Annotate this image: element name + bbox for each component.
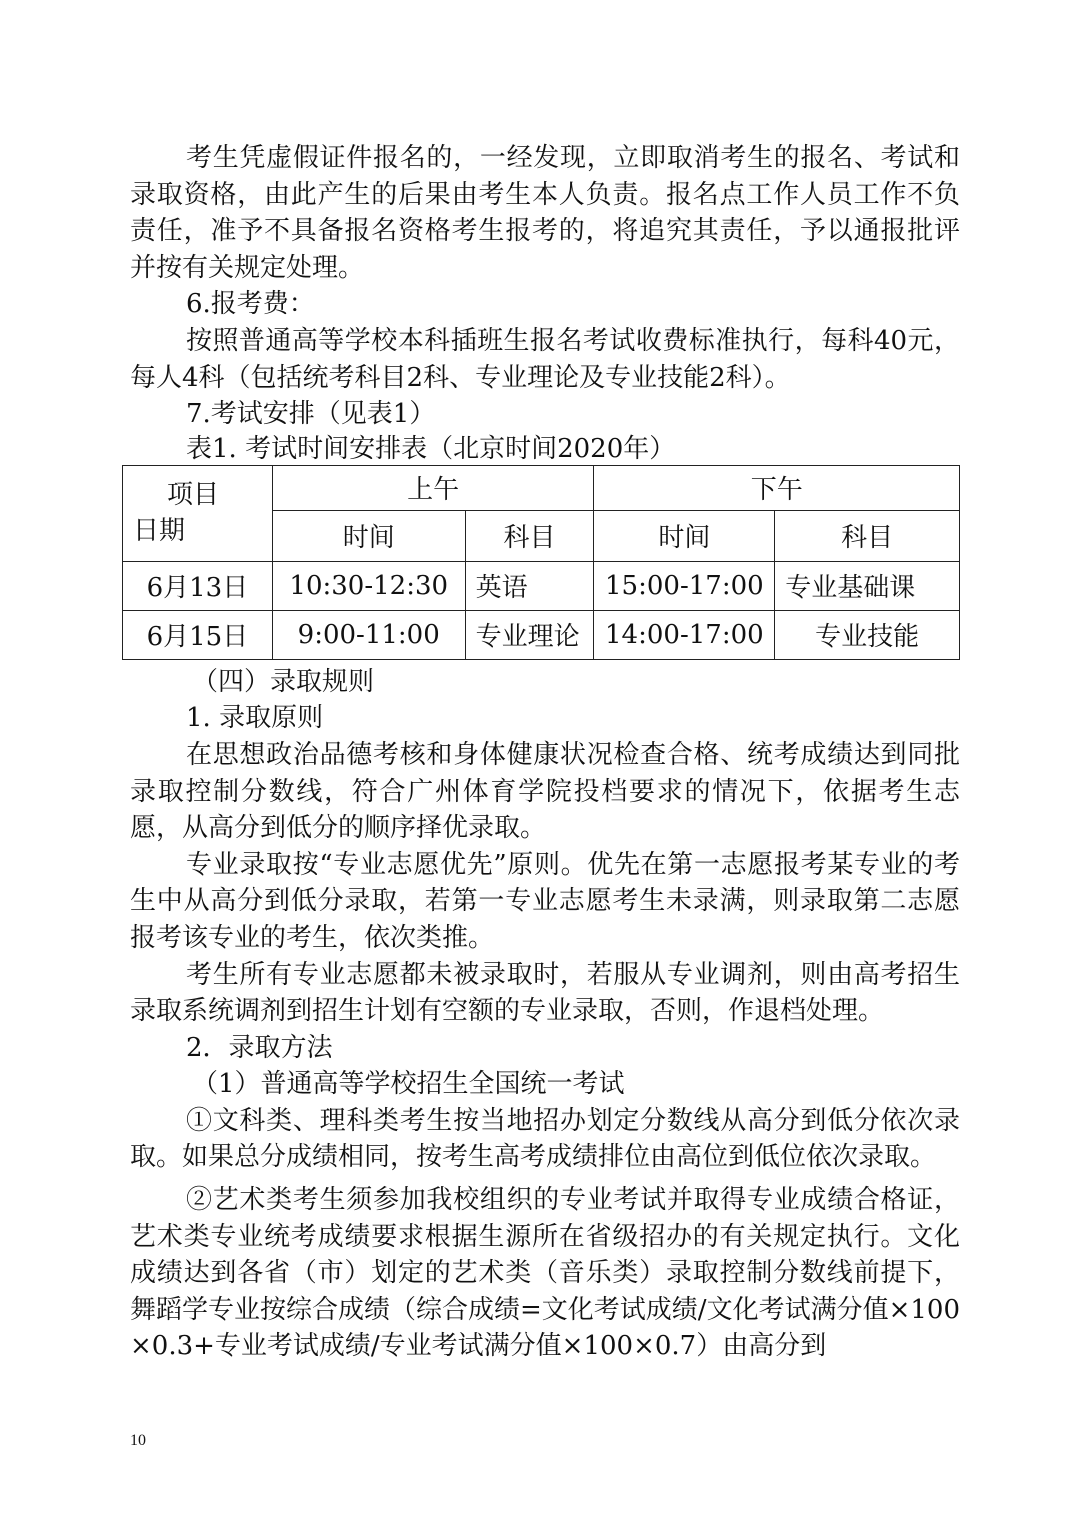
table-row [123,610,960,659]
row-pm-subject: 专业技能 [775,610,960,659]
paragraph-false-certificate: 考生凭虚假证件报名的，一经发现，立即取消考生的报名、考试和录取资格，由此产生的后果由考生本人负责。报名点工作人员工作不负责任，准予不具备报名资格考生报考的，将追究其责任，予以通报批评并按有关规定处理。 [130,143,960,283]
row-pm-subject: 专业基础课 [775,561,960,610]
afternoon-header: 下午 [594,465,960,510]
afternoon-subject-header: 科目 [775,510,960,561]
paragraph-admission-principle: 在思想政治品德考核和身体健康状况检查合格、统考成绩达到同批录取控制分数线，符合广州体育学院投档要求的情况下，依据考生志愿，从高分到低分的顺序择优录取。 [130,739,960,844]
exam-schedule-table [122,465,960,660]
afternoon-time-header: 时间 [594,510,775,561]
heading-exam-fee: 6.报考费： [186,289,315,320]
morning-time-header: 时间 [272,510,465,561]
heading-exam-schedule: 7.考试安排（见表1） [186,399,436,430]
heading-admission-method: 2．录取方法 [186,1032,333,1063]
heading-admission-principle: 1. 录取原则 [186,703,324,734]
paragraph-major-priority: 专业录取按“专业志愿优先”原则。优先在第一志愿报考某专业的考生中从高分到低分录取，若第一专业志愿考生未录满，则录取第二志愿报考该专业的考生，依次类推。 [130,849,960,953]
paragraph-liberal-science: ①文科类、理科类考生按当地招办划定分数线从高分到低分依次录取。如果总分成绩相同，按考生高考成绩排位由高位到低位依次录取。 [130,1105,960,1173]
morning-header: 上午 [272,465,594,510]
row-date: 6月15日 [123,610,273,659]
paragraph-art-students: ②艺术类考生须参加我校组织的专业考试并取得专业成绩合格证，艺术类专业统考成绩要求根据生源所在省级招办的有关规定执行。文化成绩达到各省（市）划定的艺术类（音乐类）录取控制分数线前提下，舞蹈学专业按综合成绩（综合成绩=文化考试成绩/文化考试满分值×100×0.3+专业考试成绩/专业考试满分值×100×0.7）由高分到 [130,1185,960,1362]
page-number: 10 [130,1432,146,1449]
table-caption: 表1. 考试时间安排表（北京时间2020年） [186,433,676,464]
row-pm-time: 14:00-17:00 [594,610,775,659]
paragraph-adjustment: 考生所有专业志愿都未被录取时，若服从专业调剂，则由高考招生录取系统调剂到招生计划有空额的专业录取，否则，作退档处理。 [130,959,960,1027]
morning-subject-header: 科目 [465,510,594,561]
row-am-subject: 英语 [465,561,594,610]
heading-national-exam: （1）普通高等学校招生全国统一考试 [192,1069,625,1100]
document-page [130,140,960,1365]
row-am-time: 9:00-11:00 [272,610,465,659]
heading-admission-rules: （四）录取规则 [192,666,375,697]
row-pm-time: 15:00-17:00 [594,561,775,610]
paragraph-exam-fee: 按照普通高等学校本科插班生报名考试收费标准执行，每科40元，每人4科（包括统考科目2科、专业理论及专业技能2科）。 [130,325,960,393]
row-date: 6月13日 [123,561,273,610]
corner-item-label: 项目 [167,480,220,511]
table-header-row [123,465,960,510]
table-row [123,561,960,610]
row-am-time: 10:30-12:30 [272,561,465,610]
corner-date-label: 日期 [133,516,186,547]
table-corner-cell [123,465,273,561]
row-am-subject: 专业理论 [465,610,594,659]
